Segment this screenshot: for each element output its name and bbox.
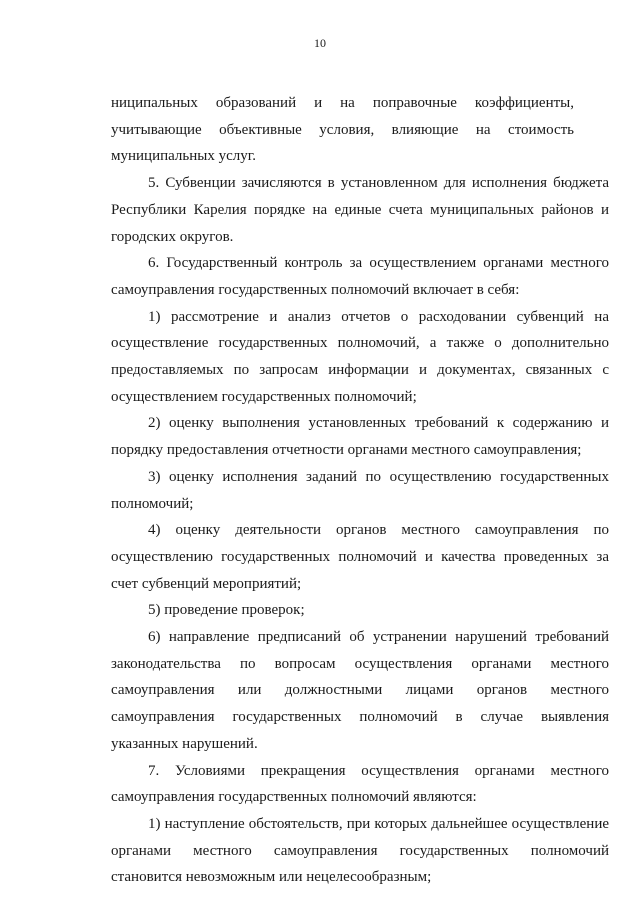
- subitem-6-6: 6) направление предписаний об устранении нарушений требований законодательства по вопросам осуществления органами местного самоуправления или должностными лицами органов местного самоуправления государственных полномочий в случае выявления указанных нарушений.: [111, 629, 609, 752]
- page-number: 10: [314, 36, 326, 50]
- document-body: [111, 90, 609, 891]
- subitem-7-1: 1) наступление обстоятельств, при которых дальнейшее осуществление органами местного самоуправления государственных полномочий становится невозможным или нецелесообразным;: [111, 815, 609, 886]
- subitem-6-4: 4) оценку деятельности органов местного самоуправления по осуществлению государственных полномочий и качества проведенных за счет субвенций мероприятий;: [111, 522, 609, 592]
- subitem-6-2: 2) оценку выполнения установленных требований к содержанию и порядку предоставления отчетности органами местного самоуправления;: [111, 415, 609, 459]
- paragraph-item-5: 5. Субвенции зачисляются в установленном для исполнения бюджета Республики Карелия порядке на единые счета муниципальных районов и городских округов.: [111, 175, 609, 245]
- paragraph-item-7: 7. Условиями прекращения осуществления органами местного самоуправления государственных полномочий являются:: [111, 762, 609, 806]
- paragraph-item-6: 6. Государственный контроль за осуществлением органами местного самоуправления государственных полномочий включает в себя:: [111, 255, 609, 298]
- subitem-6-3: 3) оценку исполнения заданий по осуществлению государственных полномочий;: [111, 468, 609, 512]
- paragraph-continuation: ниципальных образований и на поправочные коэффициенты, учитывающие объективные условия, влияющие на стоимость муниципальных услуг.: [111, 95, 574, 165]
- subitem-6-1: 1) рассмотрение и анализ отчетов о расходовании субвенций на осуществление государственных полномочий, а также о дополнительно предоставляемых по запросам информации и документах, связанных с осуществлением государственных полномочий;: [111, 308, 609, 405]
- subitem-6-5: 5) проведение проверок;: [148, 602, 305, 619]
